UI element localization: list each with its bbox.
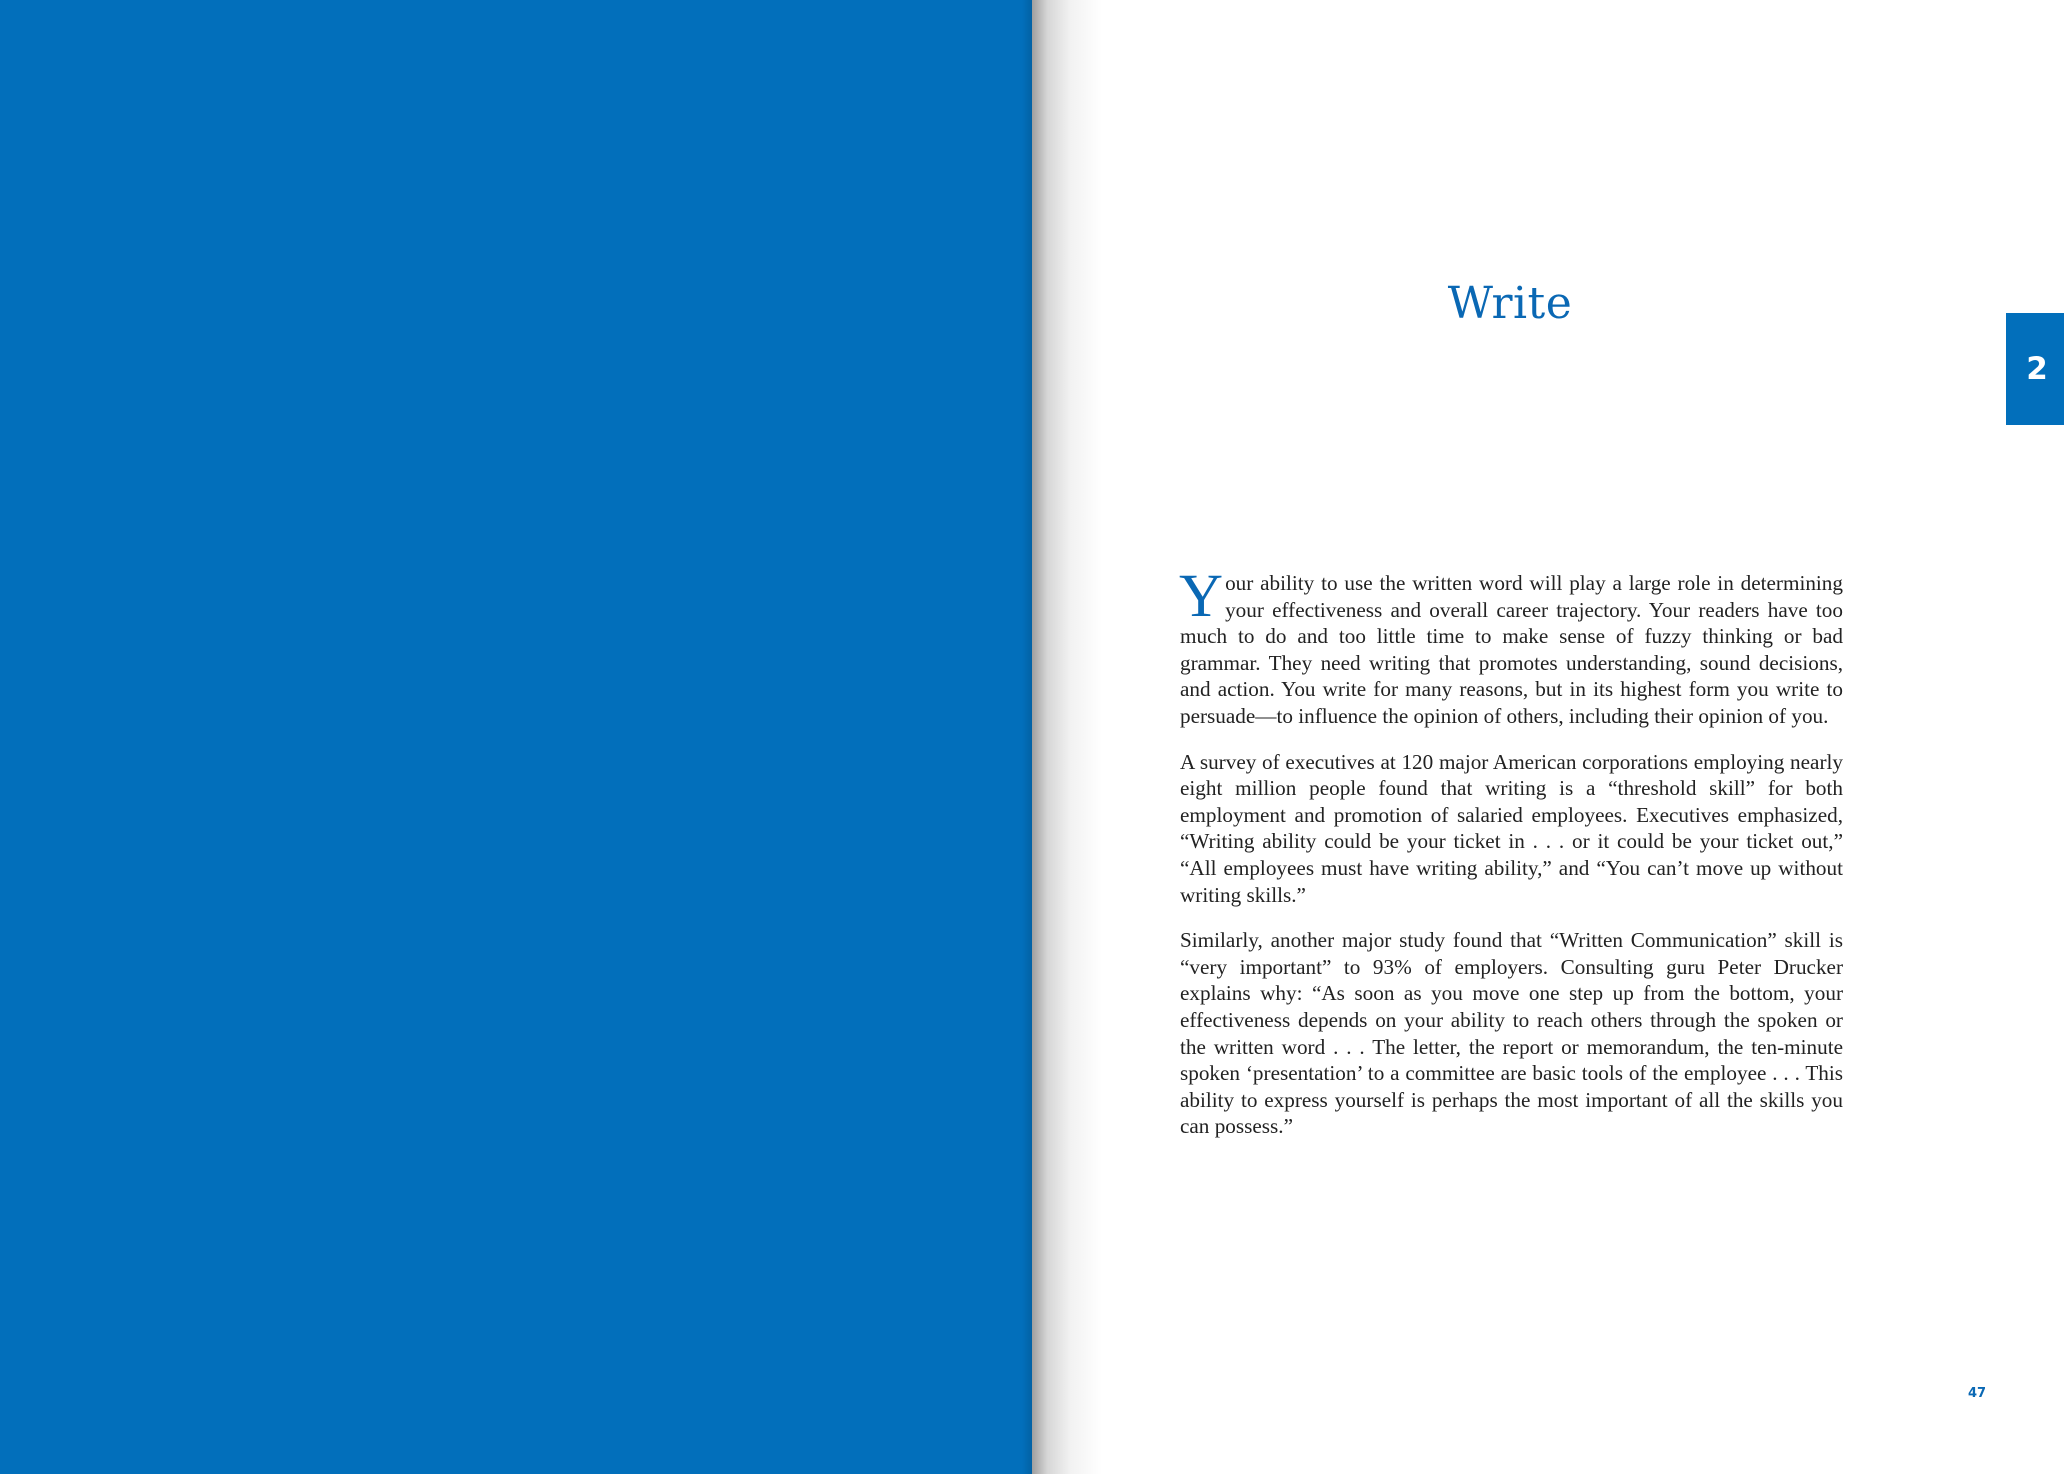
chapter-title: Write xyxy=(1447,278,1573,329)
paragraph-1 xyxy=(1179,563,1843,730)
chapter-tab-number: 2 xyxy=(2026,351,2048,387)
body-text xyxy=(1179,563,1843,1159)
paragraph-2: A survey of executives at 120 major American corporations employing nearly eight million people found that writing is a “threshold skill” for both employment and promotion of salaried employees. Executives emphasized, “Writing ability could be your ticket in . . . or it could be your ticket out,” “All employees must have writing ability,” and “You can’t move up without writing skills.” xyxy=(1180,749,1843,907)
chapter-tab xyxy=(2006,313,2064,425)
paragraph-3: Similarly, another major study found that “Written Communication” skill is “very important” to 93% of employers. Consulting guru Peter Drucker explains why: “As soon as you move one step up from the bottom, your effectiveness depends on your ability to reach others through the spoken or the written word . . . The letter, the report or memorandum, the ten-minute spoken ‘presentation’ to a committee are basic tools of the employee . . . This ability to express yourself is perhaps the most important of all the skills you can possess.” xyxy=(1180,928,1843,1139)
paragraph-1-text: our ability to use the written word will play a large role in determining your effectiveness and overall career trajectory. Your readers have too much to do and too little time to make sense of fuzzy thinking or bad grammar. They need writing that promotes understanding, sound decisions, and action. You write for many reasons, but in its highest form you write to persuade—to influence the opinion of others, including their opinion of you. xyxy=(1180,571,1843,728)
page-number: 47 xyxy=(1968,1386,1987,1401)
drop-cap: Y xyxy=(1179,563,1224,630)
